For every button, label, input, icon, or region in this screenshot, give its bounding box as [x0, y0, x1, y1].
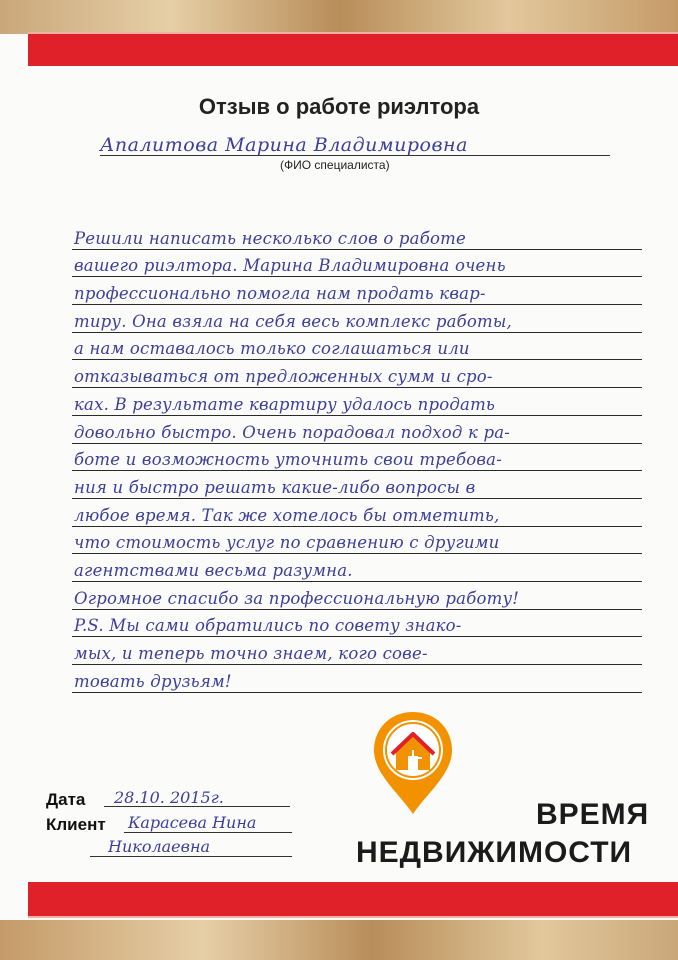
review-line: Решили написать несколько слов о работе [72, 222, 642, 250]
client-line-1 [124, 832, 292, 833]
review-line: Огромное спасибо за профессиональную работу! [72, 582, 642, 610]
red-stripe-bottom [28, 882, 678, 918]
form-title: Отзыв о работе риэлтора [198, 94, 480, 119]
date-value: 28.10. 2015г. [114, 788, 224, 807]
specialist-name-line [100, 155, 610, 156]
client-line-2 [90, 856, 292, 857]
date-label: Дата [46, 790, 86, 809]
decorative-band-top [0, 0, 678, 34]
review-line: довольно быстро. Очень порадовал подход к ра- [72, 416, 642, 444]
review-line: товать друзьям! [72, 665, 642, 693]
house-clock-pin-icon [368, 708, 458, 818]
brand-name-line2: НЕДВИЖИМОСТИ [356, 836, 633, 869]
specialist-name: Апалитова Марина Владимировна [100, 134, 468, 156]
review-line: мых, и теперь точно знаем, кого сове- [72, 637, 642, 665]
review-line: отказываться от предложенных сумм и сро- [72, 360, 642, 388]
review-line: профессионально помогла нам продать квар- [72, 277, 642, 305]
client-label: Клиент [46, 815, 106, 834]
specialist-caption: (ФИО специалиста) [280, 158, 390, 172]
review-line: а нам оставалось только соглашаться или [72, 333, 642, 361]
review-line: агентствами весьма разумна. [72, 554, 642, 582]
review-line: тиру. Она взяла на себя весь комплекс работы, [72, 305, 642, 333]
review-line: вашего риэлтора. Марина Владимировна очень [72, 250, 642, 278]
client-value-line1: Карасева Нина [128, 813, 257, 832]
red-stripe-top [28, 32, 678, 66]
review-line: любое время. Так же хотелось бы отметить, [72, 499, 642, 527]
review-line: ния и быстро решать какие-либо вопросы в [72, 471, 642, 499]
review-text [72, 222, 642, 693]
brand-name-line1: ВРЕМЯ [536, 798, 650, 831]
review-line: боте и возможность уточнить свои требова- [72, 444, 642, 472]
review-line: что стоимость услуг по сравнению с другими [72, 527, 642, 555]
client-value-line2: Николаевна [108, 837, 211, 856]
review-line: P.S. Мы сами обратились по совету знако- [72, 610, 642, 638]
decorative-band-bottom [0, 920, 678, 960]
review-line: ках. В результате квартиру удалось продать [72, 388, 642, 416]
